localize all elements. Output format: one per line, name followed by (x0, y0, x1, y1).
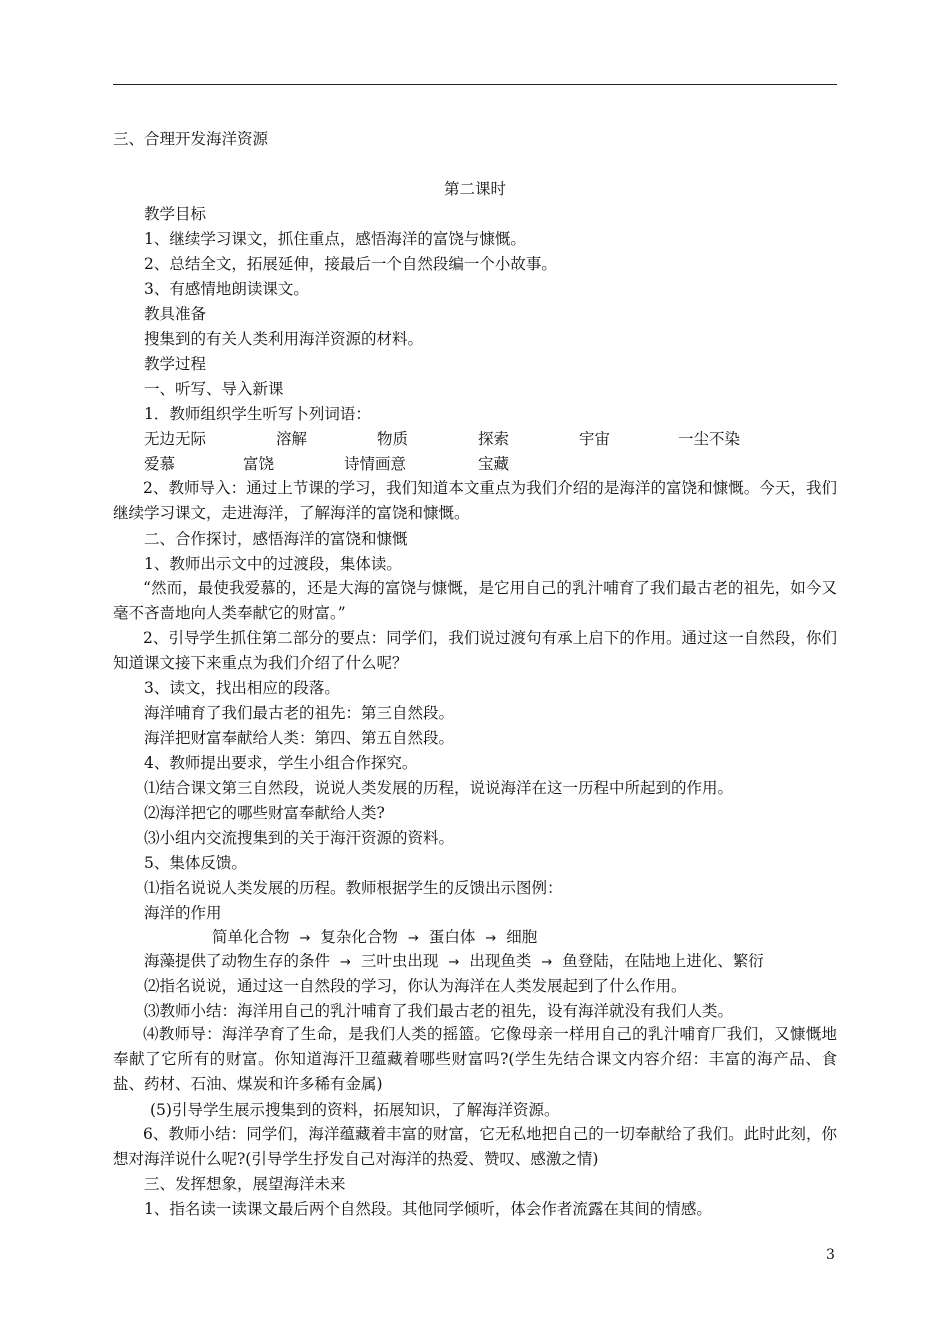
feedback-1: ⑴指名说说人类发展的历程。教师根据学生的反馈出示图例： (144, 879, 563, 897)
part2-heading: 二、合作探讨，感悟海洋的富饶和慷慨 (144, 530, 408, 548)
arrow-icon: → (448, 955, 460, 970)
chain-1 (212, 926, 537, 950)
process-heading: 教学过程 (144, 355, 207, 373)
diagram-title: 海洋的作用 (144, 904, 222, 922)
step-5: 5、集体反馈。 (144, 854, 247, 872)
word: 无边无际 (144, 430, 207, 448)
step-4: 4、教师提出要求，学生小组合作探究。 (144, 754, 418, 772)
word: 诗情画意 (344, 455, 407, 473)
dictation-intro: 1．教师组织学生听写卜列词语： (144, 405, 371, 423)
answer-2: 海洋把财富奉献给人类：第四、第五自然段。 (144, 729, 455, 747)
feedback-5: (5)引导学生展示搜集到的资料，拓展知识，了解海洋资源。 (150, 1101, 560, 1119)
step-1: 1、教师出示文中的过渡段，集体读。 (144, 555, 402, 573)
part1-heading: 一、听写、导入新课 (144, 380, 284, 398)
question-2: ⑵海洋把它的哪些财富奉献给人类? (144, 804, 385, 822)
word: 爱慕 (144, 455, 176, 473)
intro-paragraph: 2、教师导入：通过上节课的学习，我们知道本文重点为我们介绍的是海洋的富饶和慷慨。今天，我们继续学习课文，走进海洋，了解海洋的富饶和慷慨。 (113, 479, 837, 522)
chain-2 (144, 950, 764, 974)
chain-item: 三叶虫出现 (360, 952, 439, 970)
step-6: 6、教师小结：同学们，海洋蕴藏着丰富的财富，它无私地把自己的一切奉献给了我们。此时此刻，你想对海洋说什么呢?(引导学生抒发自己对海洋的热爱、赞叹、感激之情) (113, 1125, 837, 1168)
arrow-icon: → (299, 931, 311, 946)
chain-item: 复杂化合物 (320, 928, 398, 946)
feedback-2: ⑵指名说说，通过这一自然段的学习，你认为海洋在人类发展起到了什么作用。 (144, 977, 687, 995)
word: 富饶 (243, 455, 275, 473)
chain-item: 海藻提供了动物生存的条件 (144, 952, 331, 970)
word: 一尘不染 (678, 430, 741, 448)
chain-item: 鱼登陆，在陆地上进化、繁衍 (562, 952, 764, 970)
goal-1: 1、继续学习课文，抓住重点，感悟海洋的富饶与慷慨。 (144, 230, 526, 248)
word: 溶解 (276, 430, 308, 448)
goal-2: 2、总结全文，拓展延伸，接最后一个自然段编一个小故事。 (144, 255, 557, 273)
arrow-icon: → (485, 931, 497, 946)
arrow-icon: → (340, 955, 351, 970)
quote-paragraph: “然而，最使我爱慕的，还是大海的富饶与慷慨，是它用自己的乳汁哺育了我们最古老的祖先，如今又毫不吝啬地向人类奉献它的财富。” (113, 579, 837, 622)
chain-item: 出现鱼类 (469, 952, 532, 970)
part3-heading: 三、发挥想象，展望海洋未来 (144, 1175, 346, 1193)
question-3: ⑶小组内交流搜集到的关于海汗资源的资料。 (144, 829, 455, 847)
arrow-icon: → (407, 931, 419, 946)
header-rule (113, 84, 837, 85)
prep-heading: 教具准备 (144, 305, 207, 323)
answer-1: 海洋哺育了我们最古老的祖先：第三自然段。 (144, 704, 455, 722)
section-heading: 三、合理开发海洋资源 (113, 130, 269, 148)
part3-step-1: 1、指名读一读课文最后两个自然段。其他同学倾听，体会作者流露在其间的情感。 (144, 1200, 712, 1218)
prep-text: 搜集到的有关人类利用海洋资源的材料。 (144, 330, 424, 348)
word: 宇宙 (579, 430, 611, 448)
question-1: ⑴结合课文第三自然段，说说人类发展的历程，说说海洋在这一历程中所起到的作用。 (144, 779, 734, 797)
goal-3: 3、有感情地朗读课文。 (144, 280, 309, 298)
feedback-3: ⑶教师小结：海洋用自己的乳汁哺育了我们最古老的祖先，设有海洋就没有我们人类。 (144, 1002, 734, 1020)
lesson-title: 第二课时 (443, 180, 506, 198)
word: 探索 (478, 430, 510, 448)
word: 宝藏 (478, 455, 510, 473)
goals-heading: 教学目标 (144, 205, 207, 223)
arrow-icon: → (541, 955, 553, 970)
step-3: 3、读文，找出相应的段落。 (144, 679, 340, 697)
feedback-4: ⑷教师导：海洋孕育了生命，是我们人类的摇篮。它像母亲一样用自己的乳汁哺育厂我们，又慷慨地奉献了它所有的财富。你知道海汗卫蕴藏着哪些财富吗?(学生先结合课文内容介绍：丰富的海产品、食盐、药材、石油、煤炭和许多稀有金属) (113, 1025, 837, 1093)
step-2: 2、引导学生抓住第二部分的要点：同学们，我们说过渡句有承上启下的作用。通过这一自然段，你们知道课文接下来重点为我们介绍了什么呢？ (113, 629, 837, 672)
chain-item: 蛋白体 (428, 928, 476, 946)
chain-item: 简单化合物 (212, 928, 290, 946)
word: 物质 (377, 430, 409, 448)
page-number: 3 (826, 1247, 835, 1263)
chain-item: 细胞 (506, 928, 538, 946)
